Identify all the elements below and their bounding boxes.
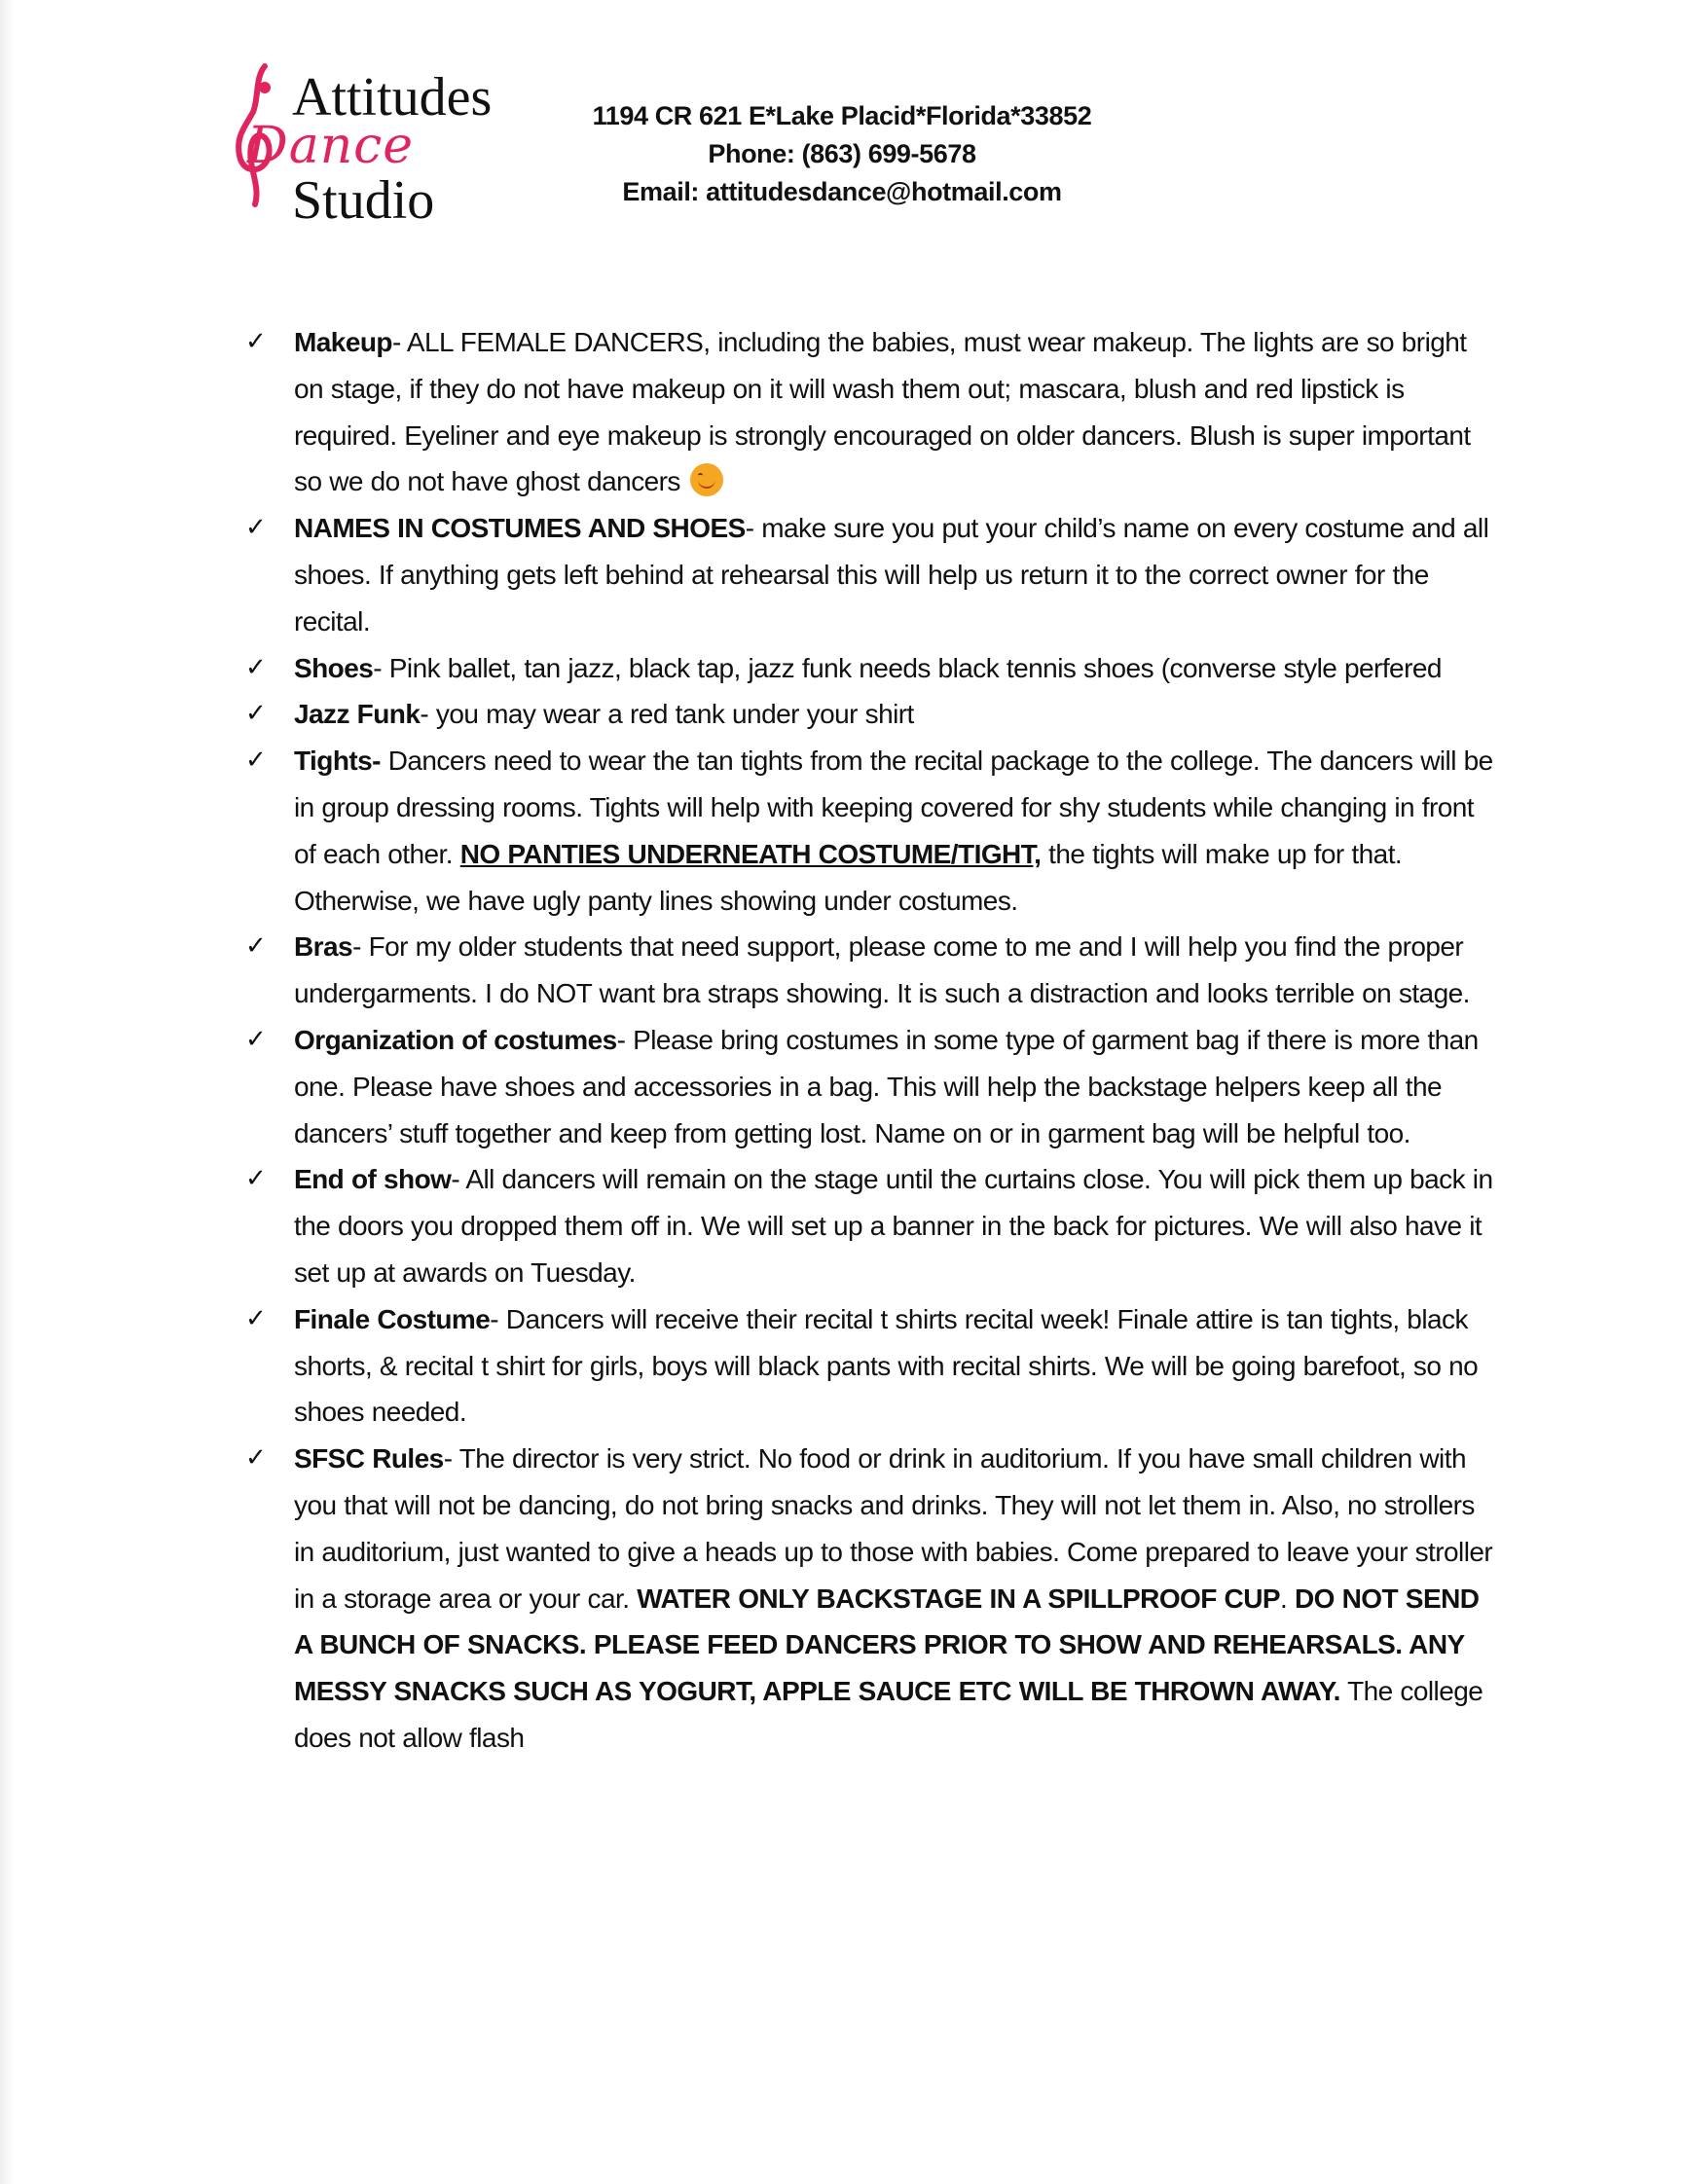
item-body-text: - ALL FEMALE DANCERS, including the babies, must wear makeup. The lights are so bright on stage, if they do not have makeup on it will wash them out; mascara, blush and red lipstick is required. Eyeliner and eye makeup is strongly encouraged on older dancers. Blush is super important so we do not have ghost dancers <box>294 327 1471 497</box>
item-heading-text: NAMES IN COSTUMES AND SHOES <box>294 513 746 544</box>
item-body-text: - For my older students that need support, please come to me and I will help you find the proper undergarments. I do NOT want bra straps showing. It is such a distraction and looks terrible on stage. <box>294 931 1470 1009</box>
checklist-item <box>245 1436 1493 1762</box>
email: Email: attitudesdance@hotmail.com <box>622 177 1062 206</box>
checklist-item <box>245 738 1493 924</box>
checklist <box>245 319 1493 1762</box>
item-body-text: - Pink ballet, tan jazz, black tap, jazz funk needs black tennis shoes (converse style perfered <box>373 652 1442 683</box>
page-edge-shadow <box>0 0 14 2184</box>
item-body-text: Dancers need to wear the tan tights from the recital package to the college. The dancers will be in group dressing rooms. Tights will help with keeping covered for shy students while changing in front of each other. <box>294 746 1493 869</box>
checkmark-icon: ✓ <box>245 1303 267 1333</box>
checklist-item <box>245 924 1493 1017</box>
checklist-item <box>245 1156 1493 1295</box>
item-body-text: - Please bring costumes in some type of garment bag if there is more than one. Please have shoes and accessories in a bag. This will help the backstage helpers keep all the dancers’ stuff together and keep from getting lost. Name on or in garment bag will be helpful too. <box>294 1024 1479 1148</box>
item-body-text: - make sure you put your child’s name on every costume and all shoes. If anything gets left behind at rehearsal this will help us return it to the correct owner for the recital. <box>294 513 1489 637</box>
item-body-text: - The director is very strict. No food or drink in auditorium. If you have small children with you that will not be dancing, do not bring snacks and drinks. They will not let them in. Also, no strollers in auditorium, just wanted to give a heads up to those with babies. Come prepared to leave your stroller in a storage area or your car. <box>294 1443 1493 1614</box>
smiling-face-icon <box>690 463 723 496</box>
checkmark-icon: ✓ <box>245 1164 267 1194</box>
checklist-item <box>245 1017 1493 1156</box>
item-body-text: The college does not allow flash <box>294 1676 1483 1753</box>
checkmark-icon: ✓ <box>245 652 267 682</box>
checklist-item <box>245 505 1493 644</box>
studio-logo <box>226 58 528 234</box>
checkmark-icon: ✓ <box>245 699 267 729</box>
logo-word-dance: Dance <box>247 117 415 175</box>
checkmark-icon: ✓ <box>245 513 267 543</box>
item-body-text: . <box>1280 1583 1295 1614</box>
item-body-text: - All dancers will remain on the stage until the curtains close. You will pick them up back in the doors you dropped them off in. We will set up a banner in the back for pictures. We will also have it set up at awards on Tuesday. <box>294 1164 1493 1288</box>
logo-word-studio: Studio <box>292 170 435 231</box>
checklist-item <box>245 1296 1493 1436</box>
address: 1194 CR 621 E*Lake Placid*Florida*33852 <box>592 101 1092 130</box>
item-heading-text: Finale Costume <box>294 1303 491 1334</box>
checklist-item <box>245 691 1493 738</box>
item-body-text: - Dancers will receive their recital t shirts recital week! Finale attire is tan tights, black shorts, & recital t shirt for girls, boys will black pants with recital shirts. We will be going barefoot, so no shoes needed. <box>294 1303 1479 1428</box>
item-heading-text: Organization of costumes <box>294 1024 617 1055</box>
checkmark-icon: ✓ <box>245 1024 267 1054</box>
item-heading-text: Jazz Funk <box>294 699 421 730</box>
item-heading-text: NO PANTIES UNDERNEATH COSTUME/TIGHT, <box>459 838 1042 869</box>
checklist-item <box>245 645 1493 692</box>
contact-block <box>545 97 1139 211</box>
checkmark-icon: ✓ <box>245 1443 267 1474</box>
item-heading-text: Bras <box>294 931 353 963</box>
item-heading-text: End of show <box>294 1164 452 1195</box>
item-heading-text: Shoes <box>294 652 374 683</box>
logo-word-attitudes: Attitudes <box>292 67 493 127</box>
item-heading-text: Tights- <box>294 746 381 777</box>
checkmark-icon: ✓ <box>245 327 267 356</box>
item-body-text: - you may wear a red tank under your shirt <box>420 699 914 730</box>
item-heading-text: Makeup <box>294 327 392 357</box>
item-heading-text: WATER ONLY BACKSTAGE IN A SPILLPROOF CUP <box>637 1583 1281 1614</box>
checkmark-icon: ✓ <box>245 746 267 776</box>
checkmark-icon: ✓ <box>245 931 267 962</box>
item-heading-text: DO NOT SEND A BUNCH OF SNACKS. PLEASE FEED DANCERS PRIOR TO SHOW AND REHEARSALS. ANY MESSY SNACKS SUCH AS YOGURT, APPLE SAUCE ETC WILL BE THROWN AWAY. <box>294 1583 1480 1707</box>
item-body-text: the tights will make up for that. Otherwise, we have ugly panty lines showing under costumes. <box>294 838 1403 916</box>
phone: Phone: (863) 699-5678 <box>708 139 976 168</box>
item-heading-text: SFSC Rules <box>294 1443 444 1474</box>
checklist-item <box>245 319 1493 505</box>
